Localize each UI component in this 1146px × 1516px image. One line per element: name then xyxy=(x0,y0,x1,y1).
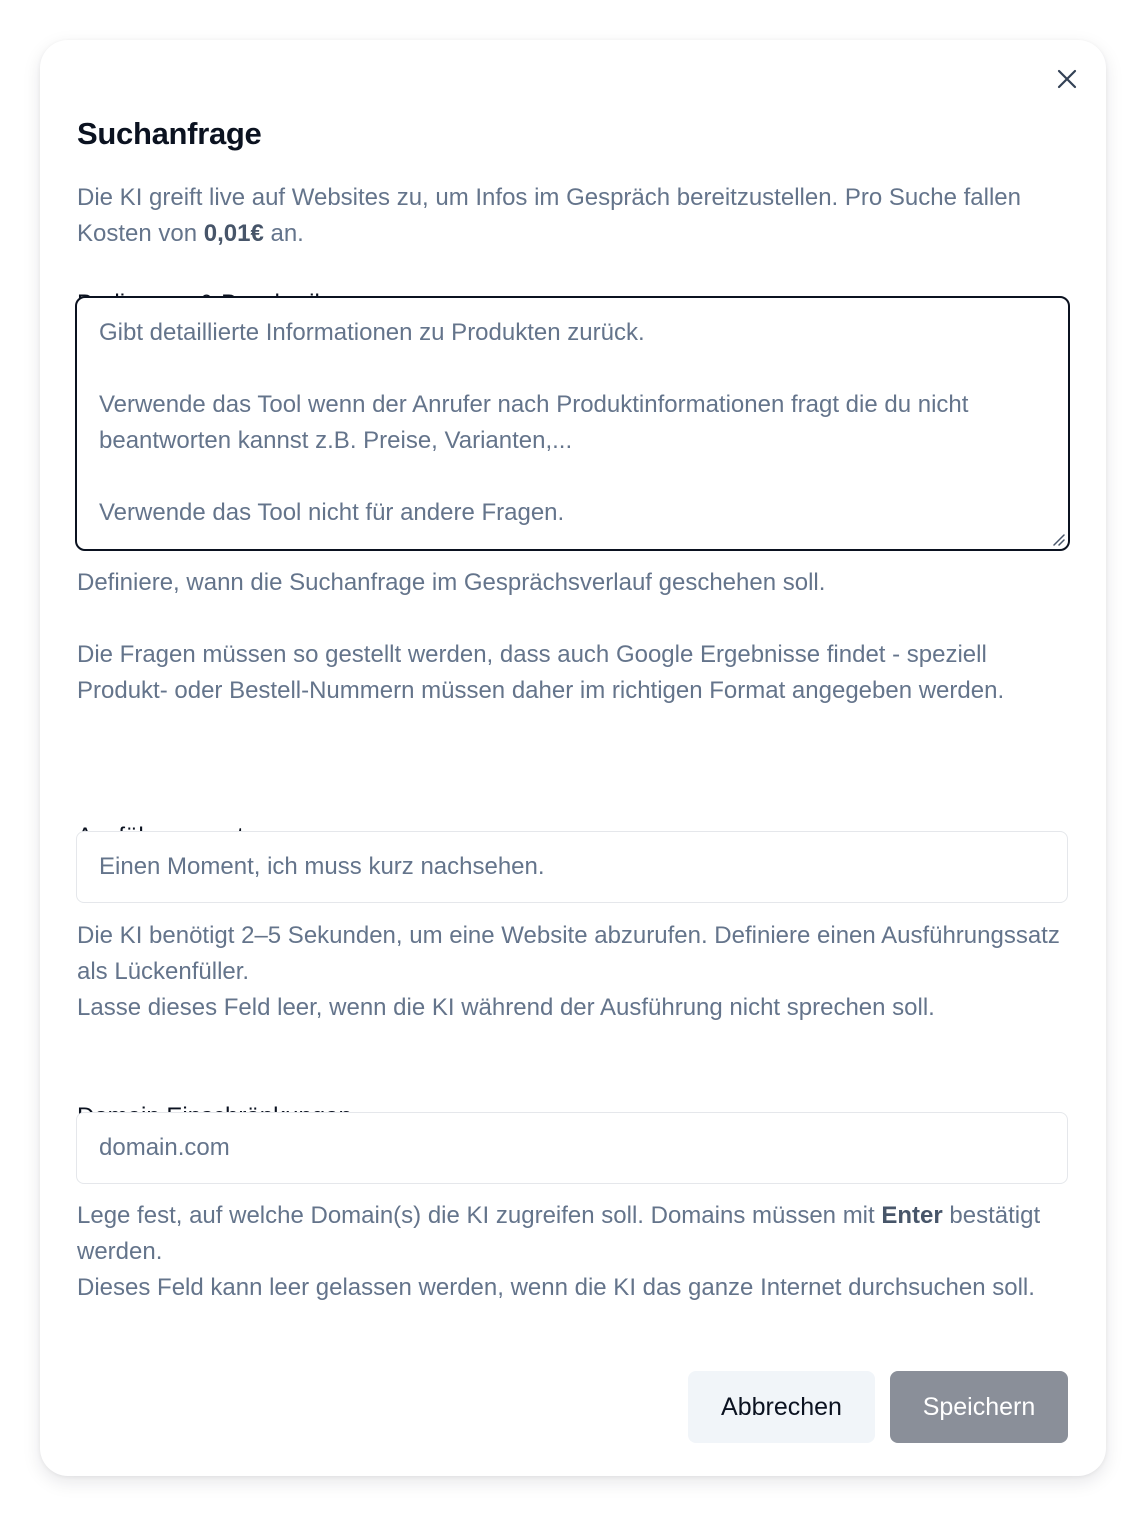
save-button[interactable]: Speichern xyxy=(890,1371,1068,1443)
dialog-title: Suchanfrage xyxy=(77,116,262,151)
condition-hint: Definiere, wann die Suchanfrage im Gesprächsverlauf geschehen soll. Die Fragen müssen so gestellt werden, dass auch Google Ergebnisse findet - speziell Produkt- oder Bestell-Nummern müssen daher im richtigen Format angegeben werden. xyxy=(77,569,1005,704)
close-icon xyxy=(1057,69,1077,89)
dialog-description: Die KI greift live auf Websites zu, um Infos im Gespräch bereitzustellen. Pro Suche fallen Kosten von 0,01€ an. xyxy=(77,184,1021,247)
execution-sentence-input[interactable]: Einen Moment, ich muss kurz nachsehen. xyxy=(76,831,1068,903)
close-button[interactable] xyxy=(1054,66,1080,92)
domain-hint: Lege fest, auf welche Domain(s) die KI zugreifen soll. Domains müssen mit Enter bestätigt werden. Dieses Feld kann leer gelassen werden, wenn die KI das ganze Internet durchsuchen soll. xyxy=(77,1202,1041,1301)
cancel-button[interactable]: Abbrechen xyxy=(688,1371,875,1443)
condition-textarea[interactable]: Gibt detaillierte Informationen zu Produkten zurück. Verwende das Tool wenn der Anrufer nach Produktinformationen fragt die du nicht beantworten kannst z.B. Preise, Varianten,... Verwende das Tool nicht für andere Fragen. xyxy=(75,296,1070,551)
execution-hint: Die KI benötigt 2–5 Sekunden, um eine Website abzurufen. Definiere einen Ausführungssatz als Lückenfüller. Lasse dieses Feld leer, wenn die KI während der Ausführung nicht sprechen soll. xyxy=(77,922,1060,1021)
domain-input[interactable]: domain.com xyxy=(76,1112,1068,1184)
search-query-dialog xyxy=(40,40,1106,1476)
enter-key-label: Enter xyxy=(881,1202,943,1229)
resize-handle-icon[interactable] xyxy=(1049,530,1065,546)
cost-value: 0,01€ xyxy=(203,220,264,247)
